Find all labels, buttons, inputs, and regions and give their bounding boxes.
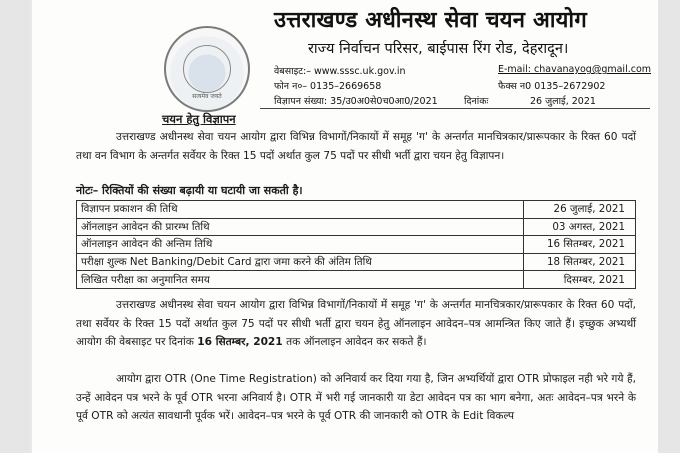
section-title: चयन हेतु विज्ञापन [162,112,236,126]
application-text: उत्तराखण्ड अधीनस्थ सेवा चयन आयोग द्वारा विभिन्न विभागों/निकायों में समूह 'ग' के अन्तर्गत मानचित्रकार/प्रारूपकार के रिक्त 60 पदों, तथा सर्वेयर के रिक्त 15 पदों अर्थात कुल 75 पदों पर सीधी भर्ती द्वारा चयन हेतु ऑनलाइन आवेदन–पत्र आमन्त्रित किए जाते हैं। इच्छुक अभ्यर्थी आयोग की वेबसाइट पर दिनांक [76,299,636,348]
letterhead [46,0,652,108]
date-value-cell: 18 सितम्बर, 2021 [524,253,636,271]
advertisement-date: 26 जुलाई, 2021 [530,96,596,107]
table-row [77,218,636,236]
fax-line: फैक्स न0 0135–2672902 [498,81,606,92]
document-page [32,0,658,453]
application-text-end: तक ऑनलाइन आवेदन कर सकते हैं। [286,336,427,348]
table-row [77,271,636,289]
state-emblem-icon [164,26,250,112]
phone-line: फोन न०– 0135–2669658 [274,81,382,92]
date-value-cell: 03 अगस्त, 2021 [524,218,636,236]
date-label-cell: ऑनलाइन आवेदन की प्रारम्भ तिथि [77,218,524,236]
date-label-cell: लिखित परीक्षा का अनुमानित समय [77,271,524,289]
date-value-cell: दिसम्बर, 2021 [524,271,636,289]
organisation-name: उत्तराखण्ड अधीनस्थ सेवा चयन आयोग [274,8,587,33]
website-line: वेबसाइट:– www.sssc.uk.gov.in [274,66,406,77]
table-row [77,236,636,254]
emblem-motto: सत्यमेव जयते [192,93,222,100]
date-label-cell: परीक्षा शुल्क Net Banking/Debit Card द्वारा जमा करने की अंतिम तिथि [77,253,524,271]
table-row [77,253,636,271]
date-value-cell: 26 जुलाई, 2021 [524,201,636,219]
emblem-inner-ring [183,45,231,93]
viewer-margin-left [0,0,30,453]
email-line: E-mail: chavanayog@gmail.com [498,64,652,75]
date-label: दिनांकः [464,96,489,107]
otr-paragraph: आयोग द्वारा OTR (One Time Registration) को अनिवार्य कर दिया गया है, जिन अभ्यर्थियों द्वारा OTR प्रोफाइल नही भरे गये हैं, उन्हें आवेदन पत्र भरने के पूर्व OTR भरना अनिवार्य है। OTR में भरी गई जानकारी या डेटा आवेदन पत्र का भाग बनेगा, अतः आवेदन–पत्र भरने के पूर्व OTR को अत्यंत सावधानी पूर्वक भरें। आवेदन–पत्र भरने के पूर्व OTR की जानकारी को OTR के Edit विकल्प [76,373,636,422]
table-row [77,201,636,219]
header-divider [260,108,650,109]
date-value-cell: 16 सितम्बर, 2021 [524,236,636,254]
intro-paragraph: उत्तराखण्ड अधीनस्थ सेवा चयन आयोग द्वारा विभिन्न विभागों/निकायों में समूह 'ग' के अन्तर्गत मानचित्रकार/प्रारूपकार के रिक्त 60 पदों तथा वन विभाग के अन्तर्गत सर्वेयर के रिक्त 15 पदों अर्थात कुल 75 पदों पर सीधी भर्ती द्वारा चयन हेतु विज्ञापन। [76,131,636,162]
date-label-cell: विज्ञापन प्रकाशन की तिथि [77,201,524,219]
important-dates-table [76,200,636,289]
last-date-highlight: 16 सितम्बर, 2021 [197,336,283,348]
organisation-address: राज्य निर्वाचन परिसर, बाईपास रिंग रोड, देहरादून। [308,41,569,57]
application-paragraph [76,296,636,352]
vacancy-note: नोटः– रिक्तियों की संख्या बढ़ायी या घटायी जा सकती है। [76,184,303,197]
viewer-margin-right [658,0,680,453]
date-label-cell: ऑनलाइन आवेदन की अन्तिम तिथि [77,236,524,254]
advertisement-number: विज्ञापन संख्या: 35/उ0अ0से0च0आ0/2021 [274,96,438,107]
